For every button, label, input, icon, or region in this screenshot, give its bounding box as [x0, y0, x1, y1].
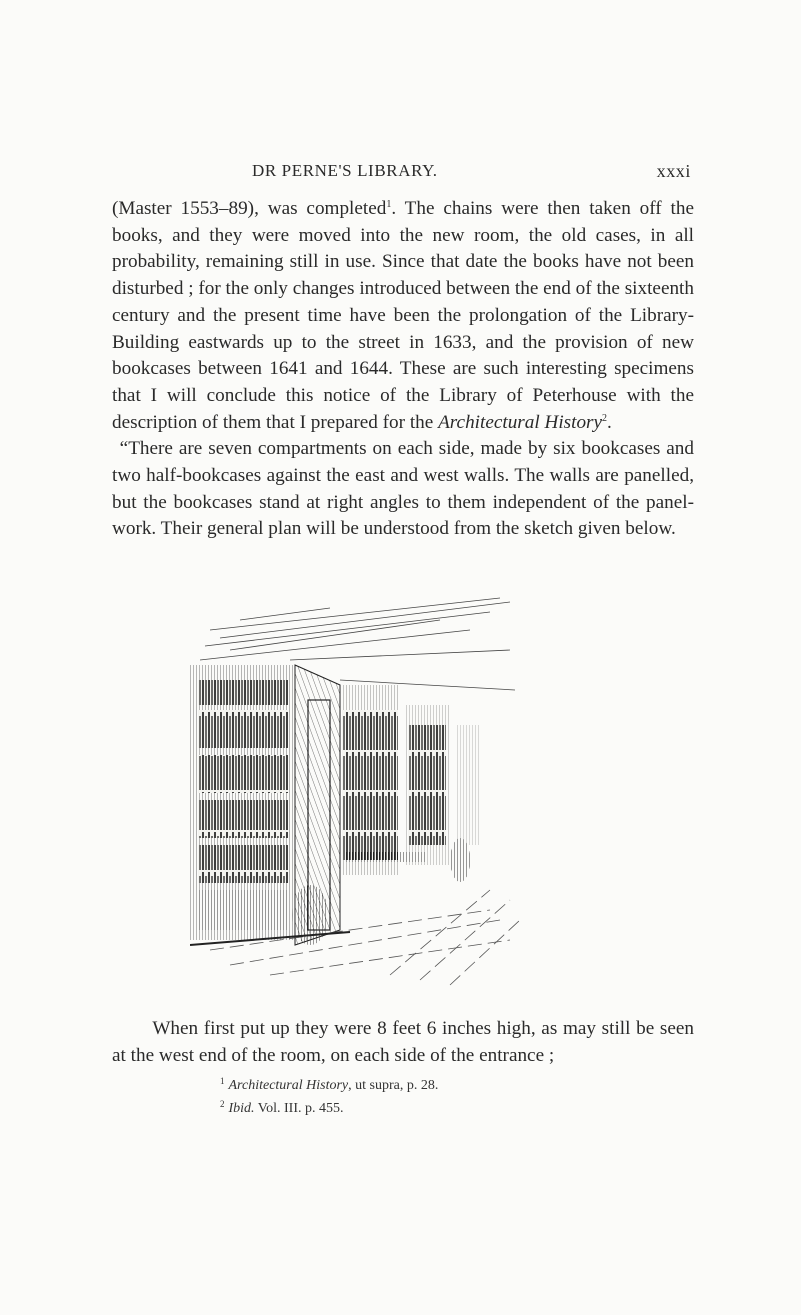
paragraph-1 [112, 196, 694, 436]
footnotes [220, 1072, 620, 1118]
running-head [0, 157, 801, 187]
paragraph-3: When first put up they were 8 feet 6 inches high, as may still be seen at the west end of the room, on each side of the entrance ; [112, 1018, 694, 1066]
paragraph-1-text-a: (Master 1553–89), was completed [112, 198, 387, 219]
footnote-1-italic: Architectural History [228, 1078, 349, 1093]
paragraph-1-text-b: . The chains were then taken off the books, and they were moved into the new room, the old cases, in all probability, remaining still in use. Since that date the books have not been disturbed ; for the only changes introduced between the end of the sixteenth century and the present time have been the prolongation of the Library-Building eastwards up to the street in 1633, and the provision of new bookcases between 1641 and 1644. These are such interesting specimens that I will conclude this notice of the Library of Peterhouse with the description of them that I prepared for the [112, 198, 694, 433]
footnote-2 [220, 1095, 620, 1118]
footnote-1 [220, 1072, 620, 1095]
paragraph-1-text-c: . [607, 411, 612, 433]
bookcase-illustration [190, 590, 520, 990]
footnote-1-text: , ut supra, p. 28. [348, 1078, 439, 1093]
body-text [112, 196, 694, 543]
continuation-text [112, 1016, 694, 1069]
running-head-title: DR PERNE'S LIBRARY. [252, 161, 438, 180]
page-number: xxxi [656, 161, 691, 181]
footnote-2-italic: Ibid. [228, 1101, 255, 1116]
footnote-ref-2: 2 [602, 412, 608, 424]
footnote-2-mark: 2 [220, 1099, 225, 1109]
paragraph-2: “There are seven compartments on each side, made by six bookcases and two half-bookcases against the east and west walls. The walls are panelled, but the bookcases stand at right angles to them independent of the panel-work. Their general plan will be understood from the sketch given below. [112, 438, 694, 540]
footnote-1-mark: 1 [220, 1076, 225, 1086]
footnote-ref-1: 1 [386, 199, 392, 210]
italic-title: Architectural History [438, 411, 603, 433]
bookcase-engraving [190, 590, 520, 990]
footnote-2-text: Vol. III. p. 455. [254, 1101, 344, 1116]
